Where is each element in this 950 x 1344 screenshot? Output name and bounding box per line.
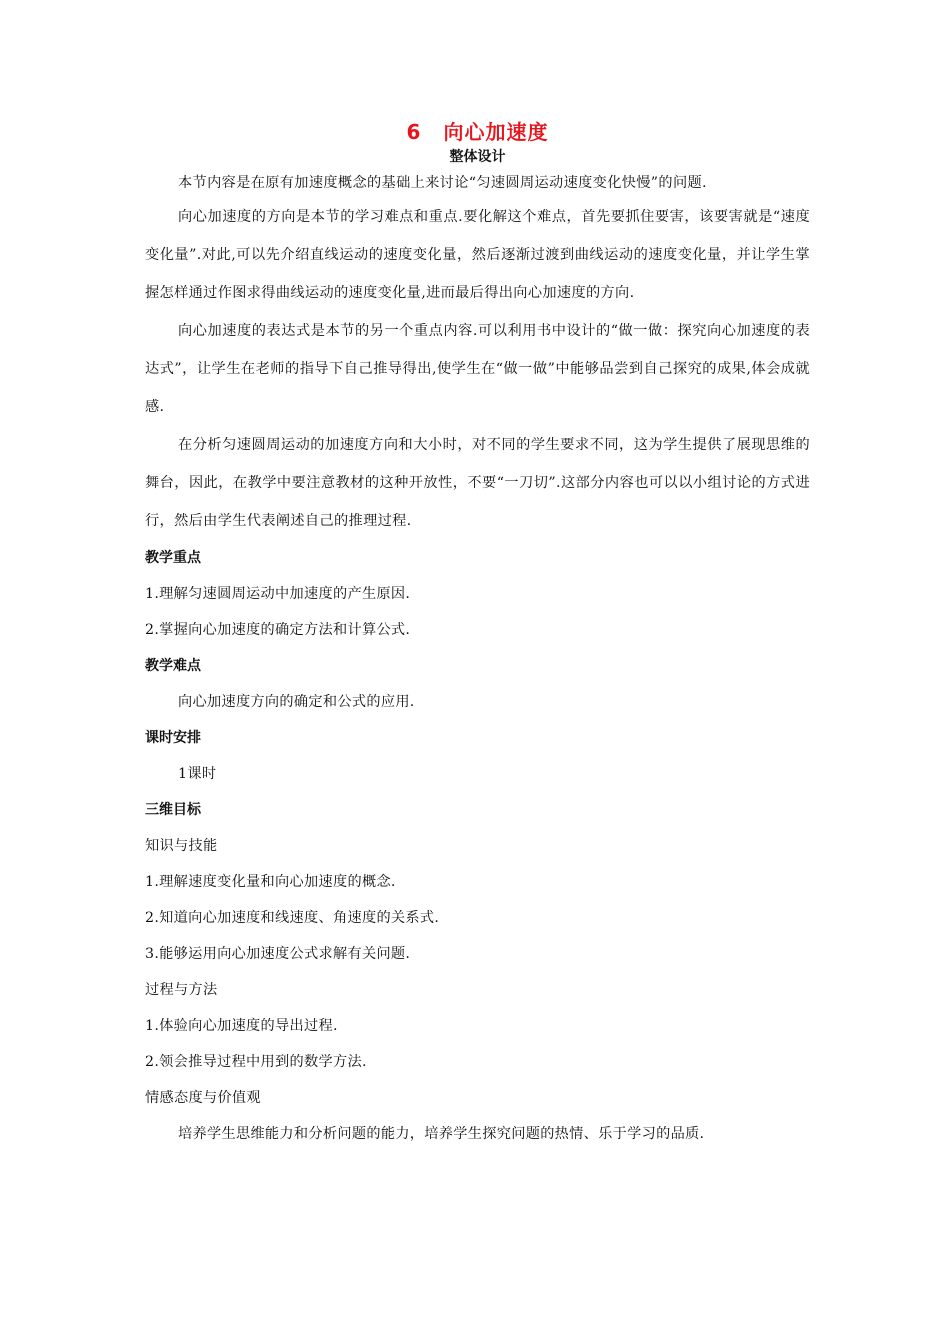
document-page bbox=[145, 118, 810, 1152]
objectives-heading: 三维目标 bbox=[145, 802, 201, 818]
schedule-heading: 课时安排 bbox=[145, 730, 201, 746]
difficulties-text: 向心加速度方向的确定和公式的应用. bbox=[178, 694, 415, 710]
knowledge-label: 知识与技能 bbox=[145, 838, 218, 854]
title-number: 6 bbox=[406, 120, 422, 144]
attitude-label: 情感态度与价值观 bbox=[145, 1090, 261, 1106]
page-title bbox=[145, 118, 810, 146]
key-point-item: 2.掌握向心加速度的确定方法和计算公式. bbox=[145, 622, 411, 638]
process-item: 2.领会推导过程中用到的数学方法. bbox=[145, 1054, 367, 1070]
section-subtitle: 整体设计 bbox=[449, 149, 506, 165]
process-item: 1.体验向心加速度的导出过程. bbox=[145, 1018, 338, 1034]
key-point-item: 1.理解匀速圆周运动中加速度的产生原因. bbox=[145, 586, 411, 602]
process-label: 过程与方法 bbox=[145, 982, 218, 998]
key-points-heading: 教学重点 bbox=[145, 550, 201, 566]
title-text: 向心加速度 bbox=[443, 120, 549, 144]
intro-paragraph-2: 向心加速度的方向是本节的学习难点和重点.要化解这个难点，首先要抓住要害，该要害就是“速度变化量”.对此,可以先介绍直线运动的速度变化量，然后逐渐过渡到曲线运动的速度变化量，并让学生掌握怎样通过作图求得曲线运动的速度变化量,进而最后得出向心加速度的方向. bbox=[145, 209, 810, 301]
intro-paragraph-4: 在分析匀速圆周运动的加速度方向和大小时，对不同的学生要求不同，这为学生提供了展现思维的舞台，因此，在教学中要注意教材的这种开放性，不要“一刀切”.这部分内容也可以以小组讨论的方式进行，然后由学生代表阐述自己的推理过程. bbox=[145, 437, 810, 529]
intro-paragraph-1: 本节内容是在原有加速度概念的基础上来讨论“匀速圆周运动速度变化快慢”的问题. bbox=[178, 175, 707, 191]
knowledge-item: 2.知道向心加速度和线速度、角速度的关系式. bbox=[145, 910, 440, 926]
attitude-text: 培养学生思维能力和分析问题的能力，培养学生探究问题的热情、乐于学习的品质. bbox=[178, 1126, 705, 1142]
knowledge-item: 1.理解速度变化量和向心加速度的概念. bbox=[145, 874, 396, 890]
intro-paragraph-3: 向心加速度的表达式是本节的另一个重点内容.可以利用书中设计的“做一做：探究向心加速度的表达式”，让学生在老师的指导下自己推导得出,使学生在“做一做”中能够品尝到自己探究的成果,体会成就感. bbox=[145, 323, 810, 415]
knowledge-item: 3.能够运用向心加速度公式求解有关问题. bbox=[145, 946, 411, 962]
difficulties-heading: 教学难点 bbox=[145, 658, 201, 674]
schedule-text: 1课时 bbox=[178, 766, 217, 782]
